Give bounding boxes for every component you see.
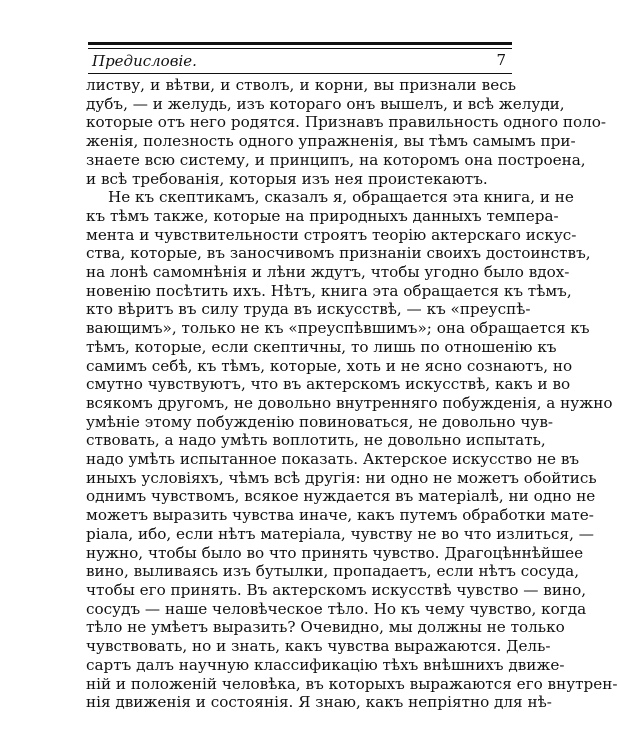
text-line: можетъ выразить чувства иначе, какъ путемъ обработки мате- — [86, 506, 594, 525]
text-line: чувствовать, но и знать, какъ чувства выражаются. Дель- — [86, 637, 551, 656]
text-line: которые отъ него родятся. Признавъ правильность одного поло- — [86, 113, 607, 132]
text-line: сосудъ — наше человѣческое тѣло. Но къ чему чувство, когда — [86, 599, 587, 618]
text-line: кто вѣритъ въ силу труда въ искусствѣ, — къ «преуспѣ- — [86, 300, 531, 319]
text-line: тѣло не умѣетъ выразить? Очевидно, мы должны не только — [86, 618, 565, 637]
text-line: ріала, ибо, если нѣтъ матеріала, чувству не во что излиться, — — [86, 524, 594, 543]
text-line: женія, полезность одного упражненія, вы тѣмъ самымъ при- — [86, 132, 576, 151]
text-line: ній и положеній человѣка, въ которыхъ выражаются его внутрен- — [86, 674, 618, 693]
text-line: дубъ, — и желудь, изъ котораго онъ вышелъ, и всѣ желуди, — [86, 94, 565, 113]
text-line: самимъ себѣ, къ тѣмъ, которые, хоть и не ясно сознаютъ, но — [86, 356, 573, 375]
text-line: знаете всю систему, и принципъ, на которомъ она построена, — [86, 150, 586, 169]
header-rule-bottom — [88, 73, 512, 74]
text-line: нужно, чтобы было во что принять чувство. Драгоцѣннѣйшее — [86, 543, 584, 562]
text-line: надо умѣть испытанное показать. Актерское искусство не въ — [86, 450, 580, 469]
text-line: иныхъ условіяхъ, чѣмъ всѣ другія: ни одно не можетъ обойтись — [86, 468, 597, 487]
text-line: новенію посѣтить ихъ. Нѣтъ, книга эта обращается къ тѣмъ, — [86, 281, 572, 300]
text-line: мента и чувствительности строятъ теорію актерскаго искус- — [86, 225, 577, 244]
running-head-title: Предисловіе. — [92, 52, 197, 70]
text-line: вино, выливаясь изъ бутылки, пропадаетъ, если нѣтъ сосуда, — [86, 562, 580, 581]
text-line: смутно чувствуютъ, что въ актерскомъ искусствѣ, какъ и во — [86, 375, 571, 394]
text-line: на лонѣ самомнѣнія и лѣни ждутъ, чтобы угодно было вдох- — [86, 263, 570, 282]
text-line: листву, и вѣтви, и стволъ, и корни, вы признали весь — [86, 76, 516, 94]
page-number: 7 — [496, 51, 506, 69]
text-line: и всѣ требованія, которыя изъ нея проистекаютъ. — [86, 169, 488, 188]
text-line: сартъ далъ научную классификацію тѣхъ внѣшнихъ движе- — [86, 655, 565, 674]
text-line: вающимъ», только не къ «преуспѣвшимъ»; она обращается къ — [86, 319, 590, 338]
text-line: ствовать, а надо умѣть воплотить, не довольно испытать, — [86, 431, 546, 450]
text-line: Не къ скептикамъ, сказалъ я, обращается эта книга, и не — [108, 188, 574, 207]
header-rule-top — [88, 42, 512, 45]
text-line: ства, которые, въ заносчивомъ признаніи своихъ достоинствъ, — [86, 244, 591, 263]
header-rule-inner — [88, 48, 512, 49]
text-line: нія движенія и состоянія. Я знаю, какъ непріятно для нѣ- — [86, 693, 552, 712]
text-line: умѣніе этому побужденію повиноваться, не довольно чув- — [86, 412, 554, 431]
text-line: однимъ чувствомъ, всякое нуждается въ матеріалѣ, ни одно не — [86, 487, 596, 506]
text-line: чтобы его принять. Въ актерскомъ искусствѣ чувство — вино, — [86, 580, 587, 599]
text-line: тѣмъ, которые, если скептичны, то лишь по отношенію къ — [86, 337, 557, 356]
text-line: къ тѣмъ также, которые на природныхъ данныхъ темпера- — [86, 206, 559, 225]
body-text — [86, 76, 618, 712]
text-line: всякомъ другомъ, не довольно внутренняго побужденія, а нужно — [86, 393, 613, 412]
